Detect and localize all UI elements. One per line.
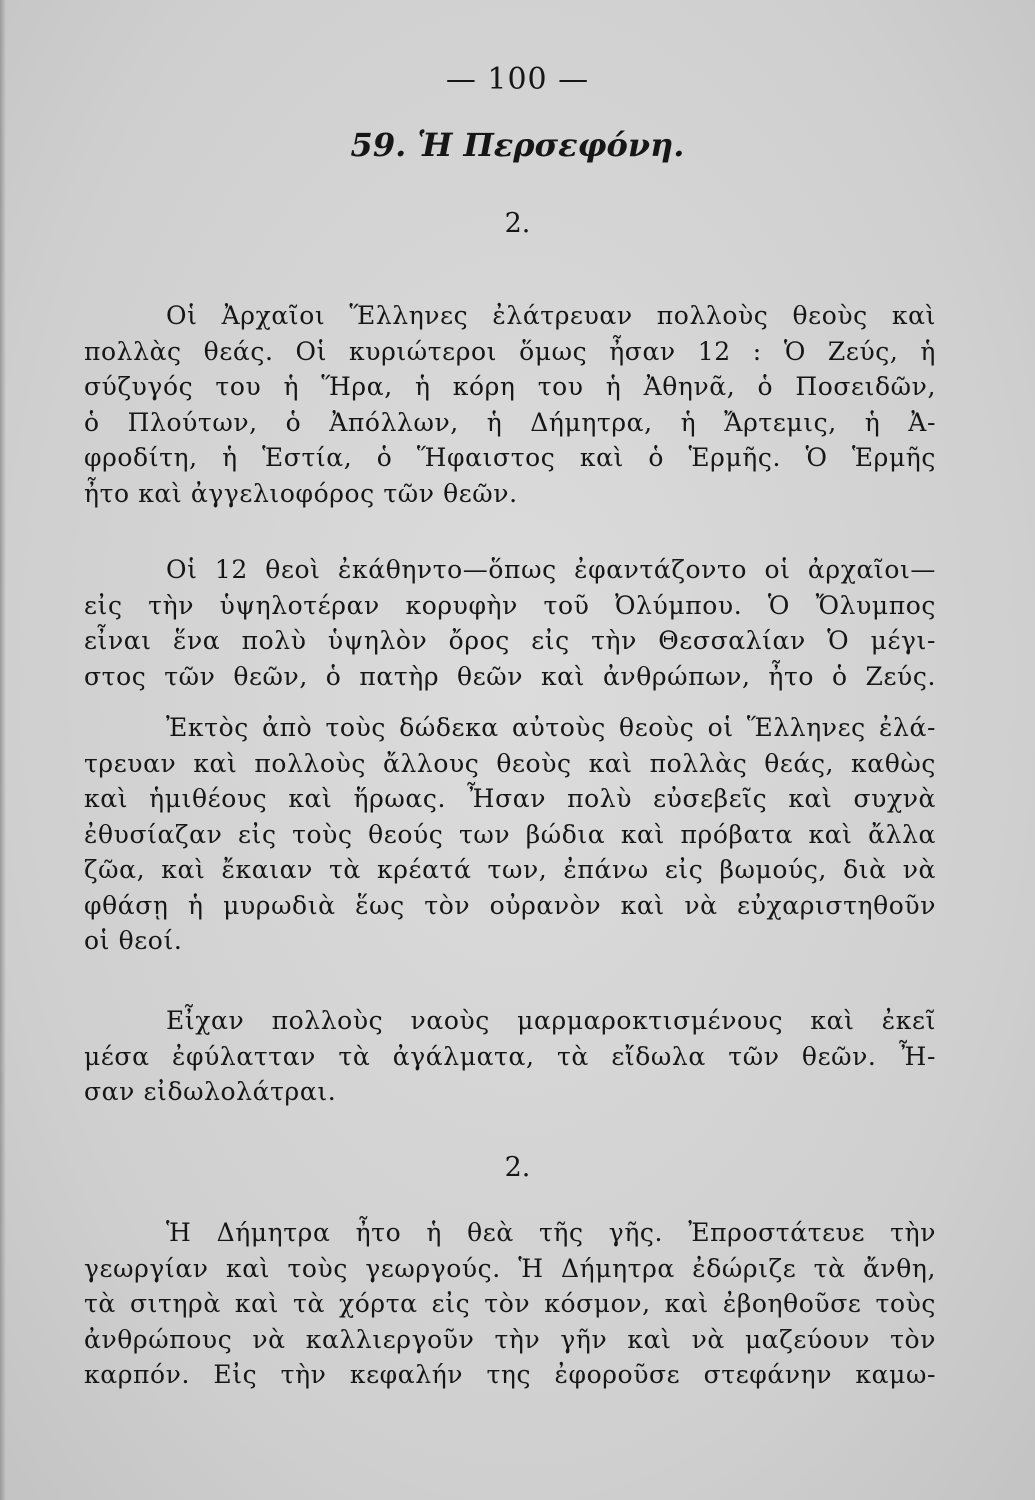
paragraph [84,552,936,694]
text-line: εἶναι ἕνα πολὺ ὑψηλὸν ὄρος εἰς τὴν Θεσσαλίαν Ὁ μέγι- [84,626,936,655]
text-line: τὰ σιτηρὰ καὶ τὰ χόρτα εἰς τὸν κόσμον, καὶ ἐβοηθοῦσε τοὺς [84,1289,936,1318]
text-line: Οἱ 12 θεοὶ ἐκάθηντο—ὅπως ἐφαντάζοντο οἱ ἀρχαῖοι— [166,555,936,584]
text-line: Ἡ Δήμητρα ἦτο ἡ θεὰ τῆς γῆς. Ἐπροστάτευε τὴν [166,1218,936,1247]
text-line: μέσα ἐφύλατταν τὰ ἀγάλματα, τὰ εἴδωλα τῶν θεῶν. Ἦ- [84,1041,936,1071]
page-number: — 100 — [445,62,590,97]
text-line: καρπόν. Εἰς τὴν κεφαλήν της ἐφοροῦσε στεφάνην καμω- [84,1360,936,1389]
text-line: ἐθυσίαζαν εἰς τοὺς θεούς των βώδια καὶ πρόβατα καὶ ἄλλα [84,819,936,849]
paragraph [84,1003,936,1110]
text-line: ἀνθρώπους νὰ καλλιεργοῦν τὴν γῆν καὶ νὰ μαζεύουν τὸν [84,1324,936,1354]
text-line: φροδίτη, ἡ Ἑστία, ὁ Ἥφαιστος καὶ ὁ Ἑρμῆς. Ὁ Ἑρμῆς [84,443,936,472]
text-line: εἰς τὴν ὑψηλοτέραν κορυφὴν τοῦ Ὀλύμπου. Ὁ Ὄλυμπος [84,590,936,620]
text-line: οἱ θεοί. [84,926,183,955]
text-line: Οἱ Ἀρχαῖοι Ἕλληνες ἐλάτρευαν πολλοὺς θεοὺς καὶ [166,301,936,330]
chapter-title: 59. Ἡ Περσεφόνη. [350,126,685,164]
text-line: ἦτο καὶ ἀγγελιοφόρος τῶν θεῶν. [84,478,518,508]
paragraph [84,1215,936,1393]
text-line: τρευαν καὶ πολλοὺς ἄλλους θεοὺς καὶ πολλὰς θεάς, καθὼς [84,748,936,778]
text-line: στος τῶν θεῶν, ὁ πατὴρ θεῶν καὶ ἀνθρώπων, ἦτο ὁ Ζεύς. [84,661,936,691]
text-line: ζῶα, καὶ ἔκαιαν τὰ κρέατά των, ἐπάνω εἰς βωμούς, διὰ νὰ [84,855,936,884]
text-line: Ἐκτὸς ἀπὸ τοὺς δώδεκα αὐτοὺς θεοὺς οἱ Ἕλληνες ἐλά- [166,713,936,742]
text-line: γεωργίαν καὶ τοὺς γεωργούς. Ἡ Δήμητρα ἐδώριζε τὰ ἄνθη, [84,1253,936,1283]
text-line: σαν εἰδωλολάτραι. [84,1077,337,1106]
text-line: ὁ Πλούτων, ὁ Ἀπόλλων, ἡ Δήμητρα, ἡ Ἄρτεμις, ἡ Ἀ- [84,407,936,437]
text-line: καὶ ἡμιθέους καὶ ἥρωας. Ἦσαν πολὺ εὐσεβεῖς καὶ συχνὰ [84,784,936,813]
paragraph [84,298,936,511]
text-line: πολλὰς θεάς. Οἱ κυριώτεροι ὅμως ἦσαν 12 : Ὁ Ζεύς, ἡ [84,336,936,366]
text-line: Εἶχαν πολλοὺς ναοὺς μαρμαροκτισμένους καὶ ἐκεῖ [166,1006,936,1035]
text-line: σύζυγός του ἡ Ἥρα, ἡ κόρη του ἡ Ἀθηνᾶ, ὁ Ποσειδῶν, [84,372,936,401]
text-line: φθάσῃ ἡ μυρωδιὰ ἕως τὸν οὐρανὸν καὶ νὰ εὐχαριστηθοῦν [84,890,936,920]
paragraph [84,710,936,959]
section-number: 2. [504,208,531,239]
section-number: 2. [504,1152,531,1183]
